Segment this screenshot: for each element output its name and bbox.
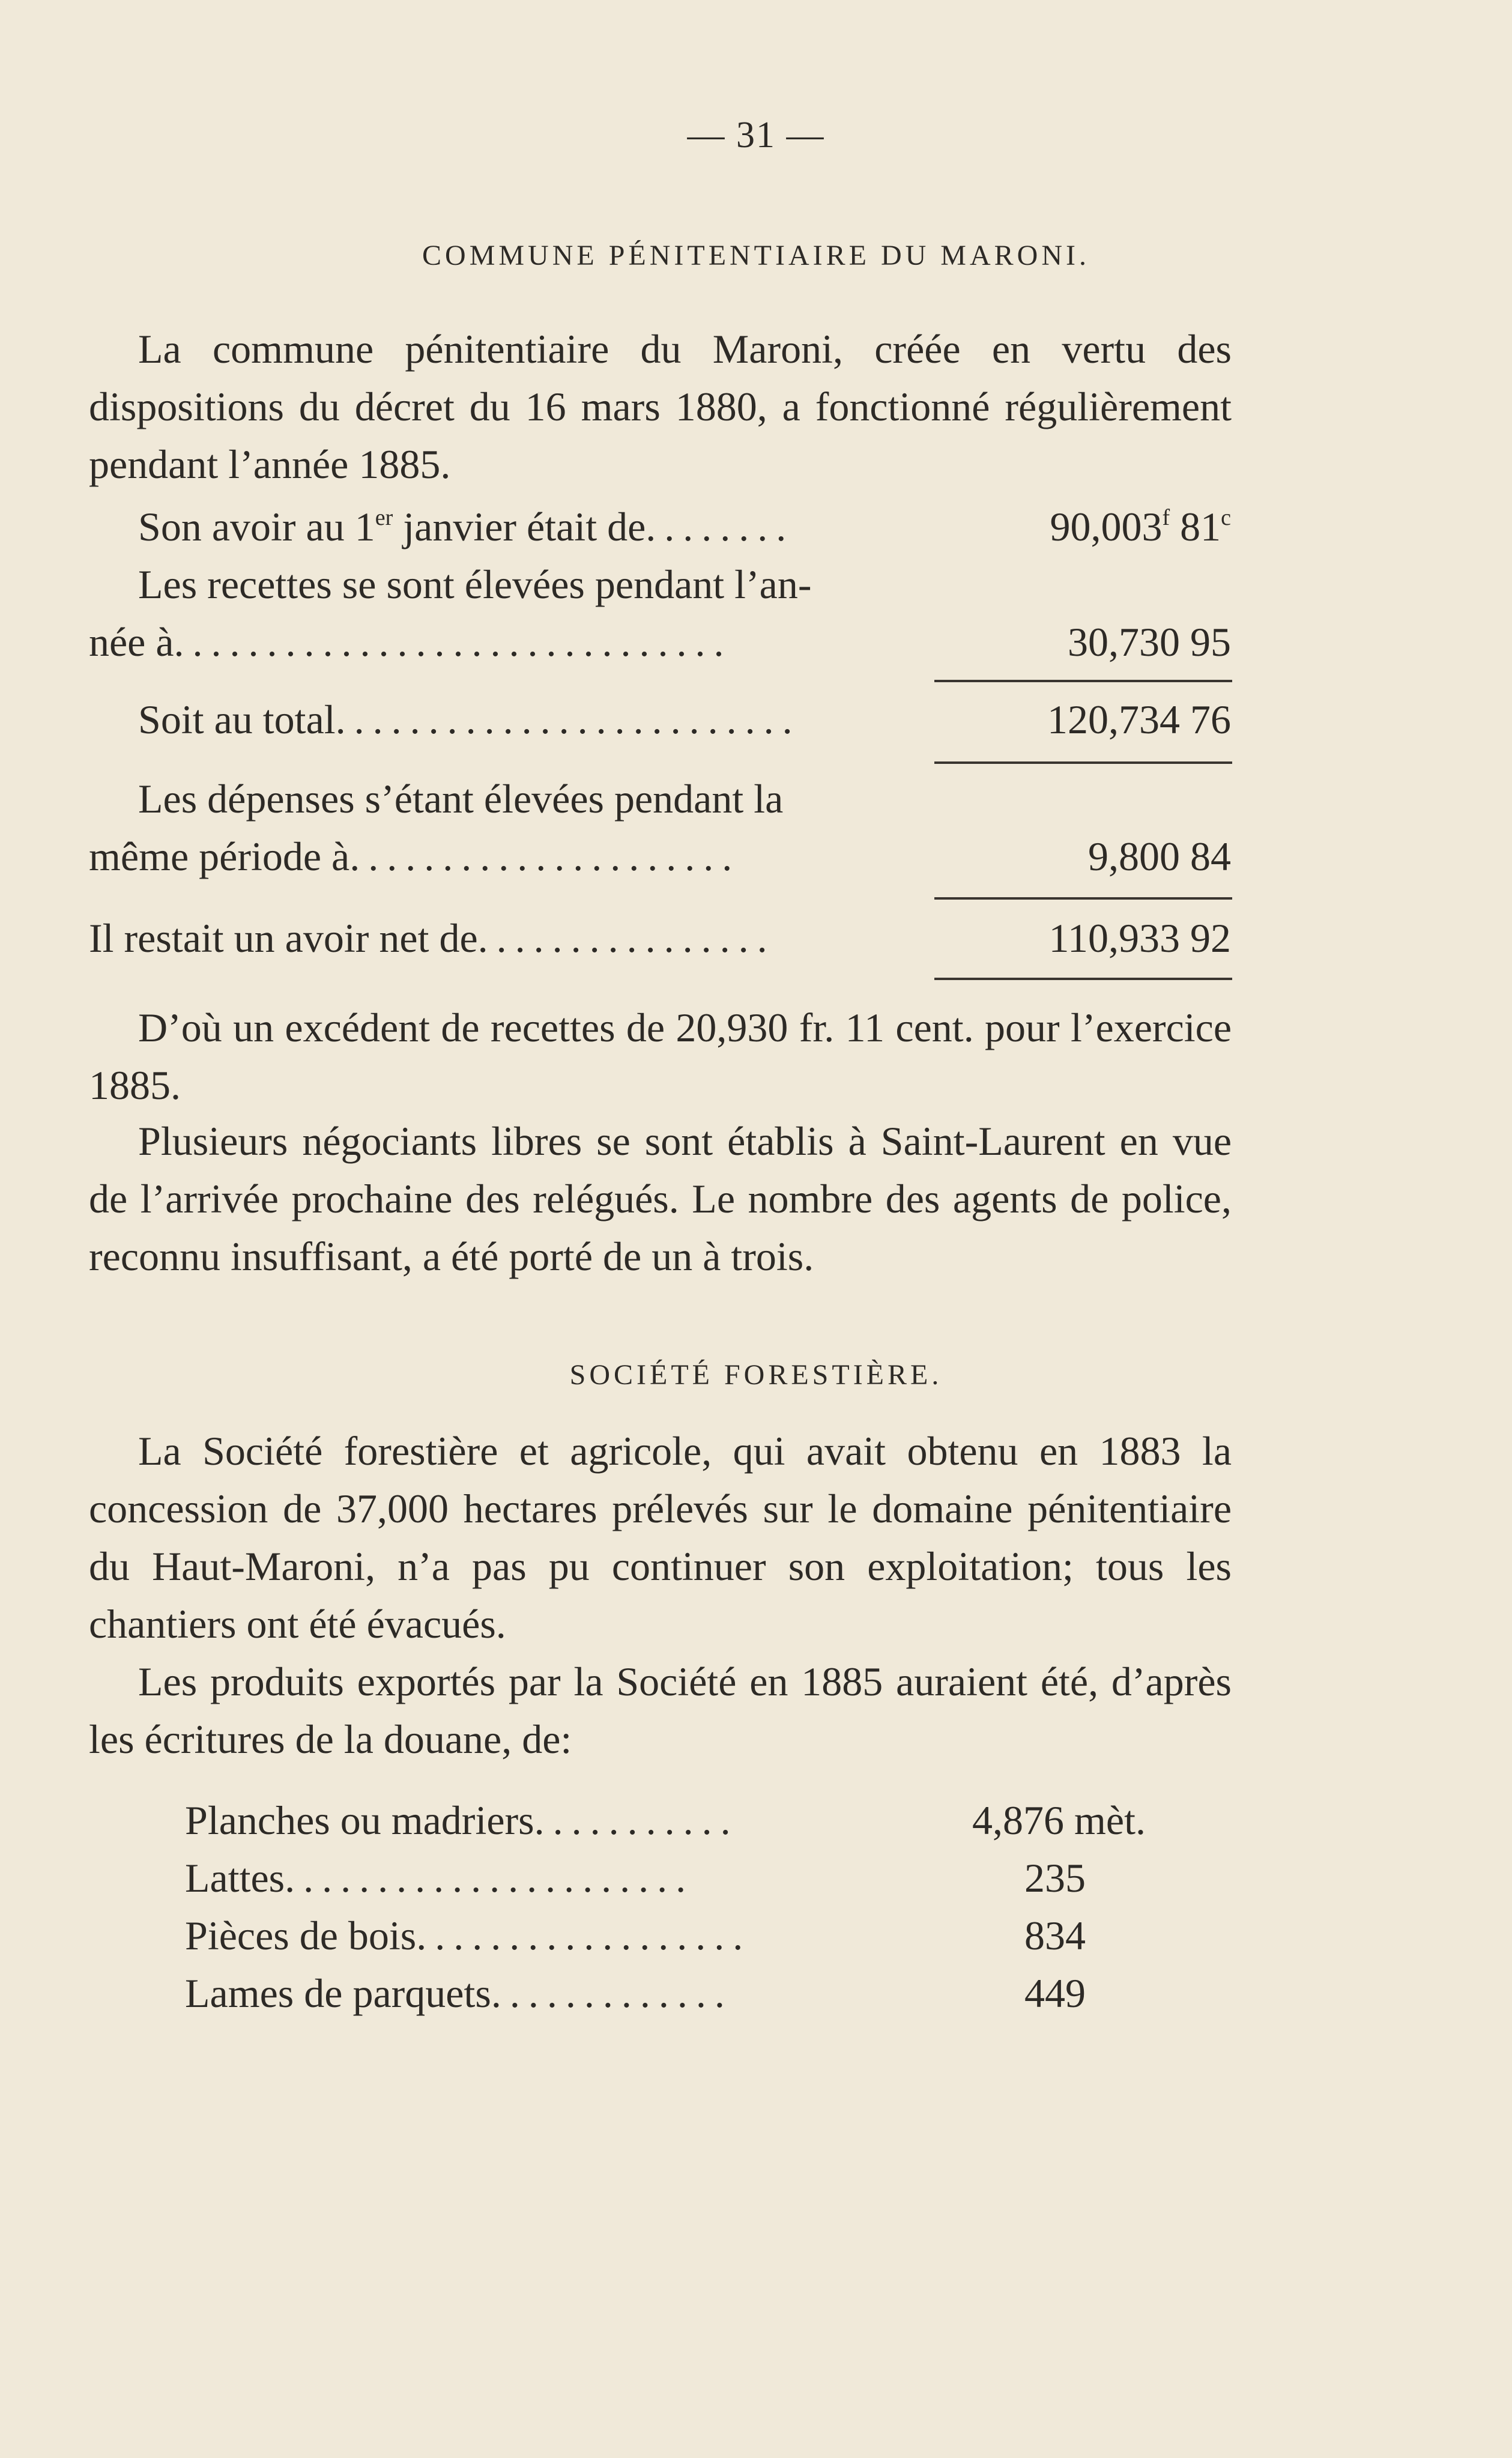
depenses-label-line2: même période à.....................	[89, 834, 741, 879]
recettes-row-line2	[89, 613, 1231, 671]
net-row	[89, 909, 1231, 967]
societe-paragraph-2	[89, 1653, 1232, 1768]
recettes-label-line2: née à..............................	[89, 619, 733, 665]
societe-paragraph-1	[89, 1422, 1232, 1653]
net-label: Il restait un avoir net de................	[89, 915, 776, 961]
intro-text: La commune pénitentiaire du Maroni, créée en vertu des dispositions du décret du 16 mars 1880, a fonctionné régulièrement pendant l’année 1885.	[89, 326, 1232, 487]
page-number: — 31 —	[687, 115, 825, 156]
intro-paragraph	[89, 320, 1232, 493]
product-row	[185, 1849, 1146, 1907]
sum-rule-4	[934, 978, 1232, 980]
depenses-row-line2	[89, 828, 1231, 885]
sum-rule-1	[934, 680, 1232, 682]
product-value: 235	[1024, 1855, 1086, 1901]
product-value: 449	[1024, 1970, 1086, 2016]
product-row	[185, 1964, 1146, 2022]
depenses-amount: 9,800 84	[1088, 834, 1231, 879]
product-label: Lattes......................	[185, 1855, 695, 1901]
societe-text-2: Les produits exportés par la Société en 1885 auraient été, d’après les écritures de la douane, de:	[89, 1659, 1232, 1762]
societe-text-1: La Société forestière et agricole, qui avait obtenu en 1883 la concession de 37,000 hectares prélevés sur le domaine pénitentiaire du Haut-Maroni, n’a pas pu continuer son exploitation; tous les chantiers ont été évacués.	[89, 1428, 1232, 1647]
depenses-label-line1: Les dépenses s’étant élevées pendant la	[138, 776, 784, 822]
depenses-row-line1	[138, 770, 1231, 828]
product-label: Pièces de bois..................	[185, 1913, 752, 1958]
product-label: Planches ou madriers...........	[185, 1797, 739, 1843]
avoir-amount: 90,003$^f$ 81$^c$	[1050, 504, 1231, 549]
section-title-maroni: COMMUNE PÉNITENTIAIRE DU MARONI.	[422, 240, 1090, 271]
total-row	[138, 691, 1231, 748]
sum-rule-2	[934, 761, 1232, 764]
excedent-text: D’où un excédent de recettes de 20,930 fr. 11 cent. pour l’exercice 1885.	[89, 1005, 1232, 1108]
excedent-paragraph	[89, 999, 1232, 1114]
negociants-paragraph	[89, 1112, 1232, 1285]
section-title-societe: SOCIÉTÉ FORESTIÈRE.	[569, 1359, 943, 1391]
recettes-label-line1: Les recettes se sont élevées pendant l’an-	[138, 562, 812, 607]
product-row	[185, 1791, 1146, 1849]
product-value: 834	[1024, 1913, 1086, 1958]
total-amount: 120,734 76	[1047, 697, 1231, 742]
product-value: 4,876 mèt.	[972, 1797, 1146, 1843]
total-label: Soit au total.........................	[138, 697, 801, 742]
recettes-row-line1	[138, 555, 1231, 613]
avoir-row	[138, 498, 1231, 555]
negociants-text: Plusieurs négociants libres se sont établis à Saint-Laurent en vue de l’arrivée prochaine des relégués. Le nombre des agents de police, reconnu insuffisant, a été porté de un à trois.	[89, 1118, 1232, 1279]
product-label: Lames de parquets.............	[185, 1970, 733, 2016]
net-amount: 110,933 92	[1048, 915, 1231, 961]
sum-rule-3	[934, 897, 1232, 900]
product-row	[185, 1907, 1146, 1964]
avoir-label: Son avoir au 1er janvier était de........	[138, 504, 795, 549]
recettes-amount: 30,730 95	[1068, 619, 1231, 665]
